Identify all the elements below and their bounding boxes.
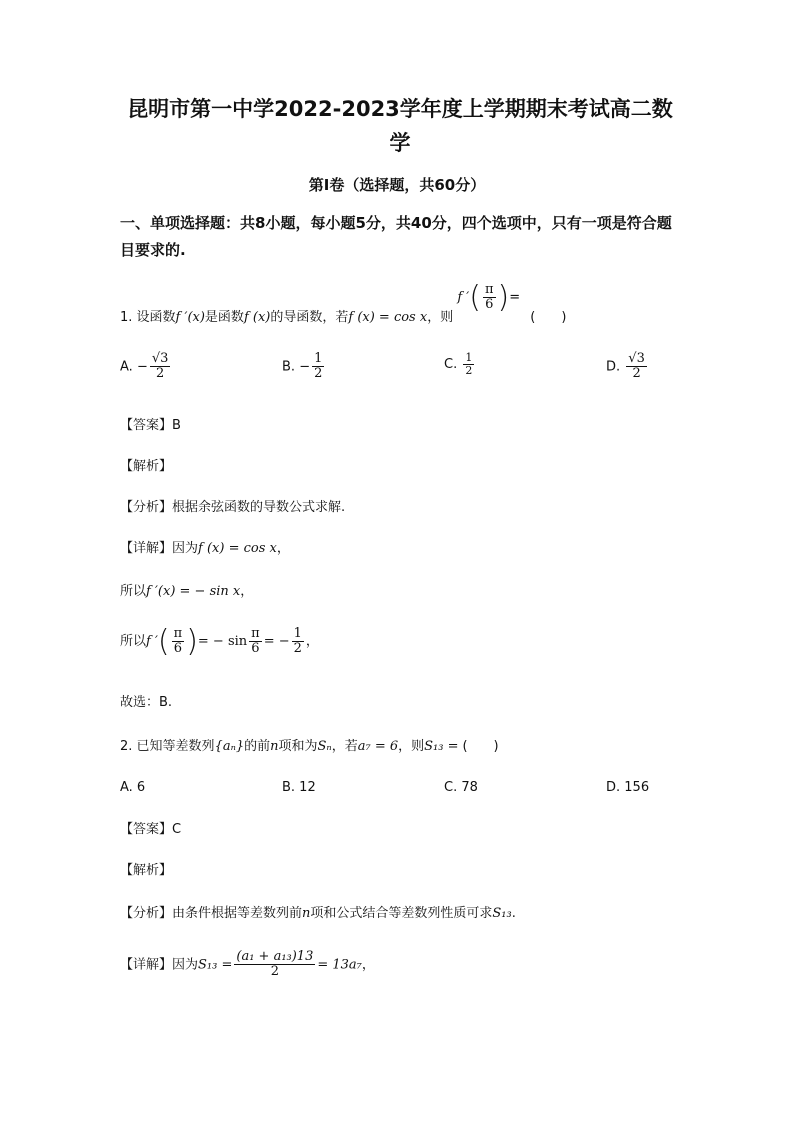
q1-option-b-sign: − xyxy=(299,359,311,375)
q2-analysis-s13: S₁₃ xyxy=(492,906,512,921)
q2-detail-den: 2 xyxy=(270,964,279,980)
q1-option-a-den: 2 xyxy=(155,366,165,382)
q2-stem xyxy=(120,735,499,754)
q2-detail-eq: = 13a₇ xyxy=(317,957,362,973)
q1-option-b-den: 2 xyxy=(314,366,323,382)
q1-so2-eq: = − xyxy=(263,634,290,649)
q1-option-d-num: √3 xyxy=(628,351,645,366)
q2-mid4: ，则 xyxy=(398,739,425,754)
q2-seq: {aₙ} xyxy=(214,739,245,754)
q1-so1-expr: f ′(x) = − sin x xyxy=(146,584,241,599)
q1-option-a-sign: − xyxy=(136,359,148,375)
q1-so2-prefix: 所以 xyxy=(120,634,147,649)
q1-option-c-num: 1 xyxy=(465,351,473,364)
q2-analysis-end: . xyxy=(511,906,516,921)
q1-so2-lparen: ( xyxy=(157,624,170,659)
q1-mid3: ，则 xyxy=(427,310,454,325)
q1-option-d-label: D. xyxy=(606,359,621,375)
q2-analysis-n: n xyxy=(302,906,311,921)
q1-analysis: 【分析】根据余弦函数的导数公式求解. xyxy=(120,500,346,515)
q2-detail xyxy=(120,950,375,980)
q1-option-c-frac xyxy=(463,352,474,377)
q2-answer: 【答案】C xyxy=(120,822,182,837)
q1-so2-den3: 2 xyxy=(293,641,302,656)
q1-so1-prefix: 所以 xyxy=(120,584,147,599)
q1-so2-den1: 6 xyxy=(173,641,183,656)
q1-option-c-den: 2 xyxy=(465,364,473,378)
q1-fx: f (x) xyxy=(243,310,271,325)
q1-so2 xyxy=(120,624,319,659)
q1-ask-eq: = xyxy=(509,290,521,305)
q1-ask-den: 6 xyxy=(485,297,494,312)
document-title: 昆明市第一中学2022-2023学年度上学期期末考试高二数学 xyxy=(127,97,673,155)
q2-detail-end: ， xyxy=(361,957,375,973)
q1-so2-den2: 6 xyxy=(251,641,260,656)
q2-n: n xyxy=(270,739,279,754)
q1-so2-rparen: ) xyxy=(186,624,198,659)
q1-option-b-frac xyxy=(312,352,324,382)
q1-so2-f: f ′ xyxy=(146,634,158,649)
q2-detail-prefix: 【详解】因为 xyxy=(120,957,199,973)
q1-option-b-label: B. xyxy=(282,359,296,375)
q2-ask: S₁₃ = xyxy=(424,739,459,754)
q1-blank: ( ) xyxy=(530,310,567,325)
q1-ask-lparen: ( xyxy=(469,280,481,315)
q2-mid3: ，若 xyxy=(331,739,358,754)
q1-so2-num3: 1 xyxy=(293,625,302,641)
q1-fprime: f ′(x) xyxy=(175,310,205,325)
q2-option-a: A. 6 xyxy=(120,780,146,795)
q2-analysis-prefix: 【分析】由条件根据等差数列前 xyxy=(120,906,303,921)
q1-prefix: 1. 设函数 xyxy=(120,310,176,325)
q1-option-c xyxy=(444,352,476,377)
q1-so2-end: ， xyxy=(305,634,319,649)
q2-option-b: B. 12 xyxy=(282,780,316,795)
q1-so2-frac2 xyxy=(249,627,262,657)
q1-detail xyxy=(120,537,290,556)
q2-detail-frac xyxy=(234,950,315,980)
q2-detail-s13: S₁₃ = xyxy=(198,957,233,973)
q2-condition: a₇ = 6 xyxy=(357,739,399,754)
q1-option-a-label: A. xyxy=(120,359,133,375)
q1-option-b xyxy=(282,352,326,382)
q1-detail-end: ， xyxy=(276,541,290,556)
q1-jiexi: 【解析】 xyxy=(120,459,173,474)
q2-sn: Sₙ xyxy=(317,739,332,754)
q2-blank: ( ) xyxy=(462,739,499,754)
q1-ask xyxy=(457,280,524,315)
q1-option-c-label: C. xyxy=(444,357,458,373)
q1-detail-prefix: 【详解】因为 xyxy=(120,541,199,556)
q2-jiexi: 【解析】 xyxy=(120,863,173,878)
q1-ask-frac xyxy=(483,283,496,313)
q1-mid1: 是函数 xyxy=(204,310,244,325)
part-subtitle: 第I卷（选择题，共60分） xyxy=(308,176,486,194)
q1-so2-num2: π xyxy=(251,625,260,641)
q2-detail-num: (a₁ + a₁₃)13 xyxy=(236,949,314,964)
q1-stem xyxy=(120,280,567,335)
q2-mid1: 的前 xyxy=(244,739,271,754)
q1-option-a-num: √3 xyxy=(151,351,169,366)
q1-option-a-frac xyxy=(150,352,171,382)
q1-so2-frac1 xyxy=(172,627,185,657)
q1-detail-expr: f (x) = cos x xyxy=(198,541,277,556)
q2-option-c: C. 78 xyxy=(444,780,478,795)
q1-option-d-frac xyxy=(626,352,647,382)
q1-so1 xyxy=(120,580,253,599)
q2-mid2: 项和为 xyxy=(278,739,318,754)
q1-option-b-num: 1 xyxy=(314,351,323,366)
q1-ask-rparen: ) xyxy=(497,280,510,315)
q1-so1-end: ， xyxy=(240,584,254,599)
q1-mid2: 的导函数，若 xyxy=(270,310,349,325)
q2-option-d: D. 156 xyxy=(606,780,650,795)
q1-so2-frac3 xyxy=(292,627,304,657)
q2-prefix: 2. 已知等差数列 xyxy=(120,739,215,754)
q1-answer: 【答案】B xyxy=(120,418,181,433)
q1-ask-f: f ′ xyxy=(457,290,470,305)
q1-option-d xyxy=(606,352,649,382)
q1-so2-num1: π xyxy=(173,625,183,641)
q1-choose: 故选：B. xyxy=(120,695,173,710)
section-heading: 一、单项选择题：共8小题，每小题5分，共40分，四个选项中，只有一项是符合题目要求的. xyxy=(120,214,672,259)
q1-option-d-den: 2 xyxy=(632,366,641,382)
q1-ask-num: π xyxy=(484,281,494,297)
q1-option-a xyxy=(120,352,172,382)
q2-analysis-mid: 项和公式结合等差数列性质可求 xyxy=(310,906,493,921)
q1-so2-mid: = − sin xyxy=(197,634,248,649)
q1-condition: f (x) = cos x xyxy=(348,310,428,325)
q2-analysis xyxy=(120,902,516,921)
